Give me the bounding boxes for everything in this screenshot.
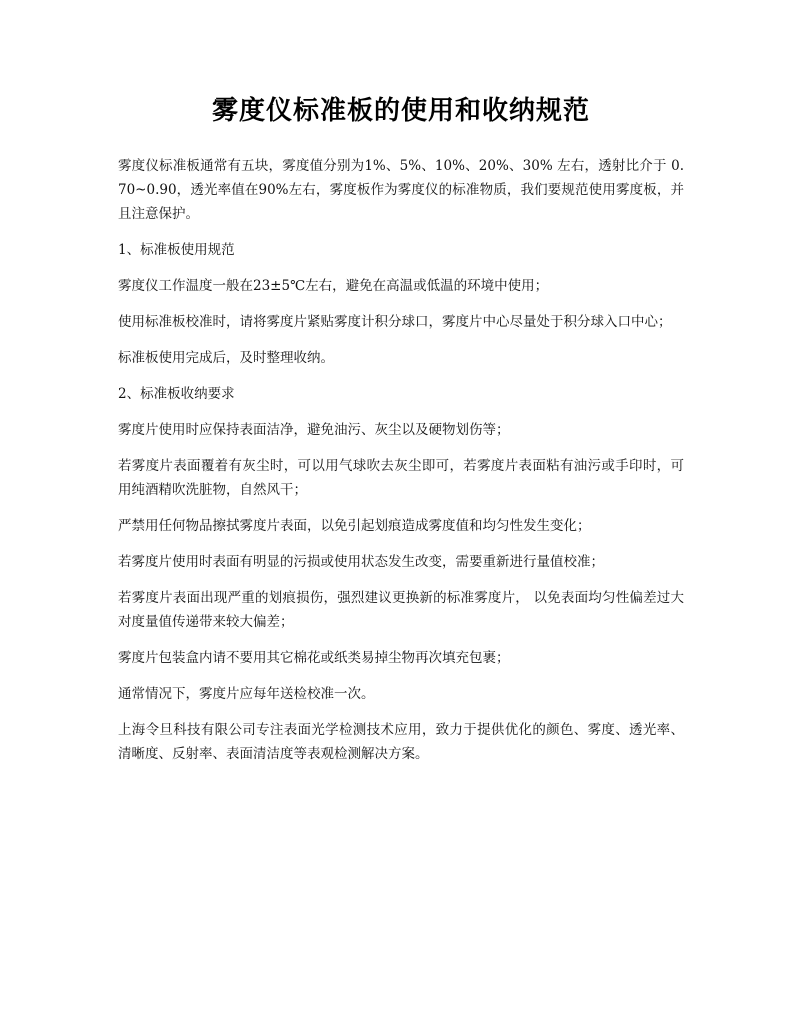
paragraph-replacement: 若雾度片表面出现严重的划痕损伤，强烈建议更换新的标准雾度片， 以免表面均匀性偏差过大对度量值传递带来较大偏差； — [118, 590, 684, 630]
paragraph-no-wiping: 严禁用任何物品擦拭雾度片表面，以免引起划痕造成雾度值和均匀性发生变化； — [118, 518, 591, 534]
document-body — [118, 92, 684, 778]
paragraph-dust-removal: 若雾度片表面覆着有灰尘时，可以用气球吹去灰尘即可，若雾度片表面粘有油污或手印时，可用纯酒精吹洗脏物，自然风干； — [118, 458, 684, 498]
paragraph-company: 上海令旦科技有限公司专注表面光学检测技术应用，致力于提供优化的颜色、雾度、透光率、清晰度、反射率、表面清洁度等表观检测解决方案。 — [118, 722, 684, 762]
section-heading-usage: 1、标准板使用规范 — [118, 242, 235, 258]
document-title: 雾度仪标准板的使用和收纳规范 — [211, 96, 590, 126]
paragraph-calibration: 使用标准板校准时，请将雾度片紧贴雾度计积分球口，雾度片中心尽量处于积分球入口中心； — [118, 314, 672, 330]
paragraph-temperature: 雾度仪工作温度一般在23±5℃左右，避免在高温或低温的环境中使用； — [118, 278, 549, 294]
paragraph-recalibration: 若雾度片使用时表面有明显的污损或使用状态发生改变，需要重新进行量值校准； — [118, 554, 604, 570]
paragraph-clean-surface: 雾度片使用时应保持表面洁净，避免油污、灰尘以及硬物划伤等； — [118, 422, 510, 438]
paragraph-after-use: 标准板使用完成后，及时整理收纳。 — [118, 350, 334, 366]
paragraph-packaging: 雾度片包装盒内请不要用其它棉花或纸类易掉尘物再次填充包裹； — [118, 650, 510, 666]
section-heading-storage: 2、标准板收纳要求 — [118, 386, 235, 402]
intro-paragraph: 雾度仪标准板通常有五块，雾度值分别为1%、5%、10%、20%、30% 左右，透射比介于 0.70~0.90，透光率值在90%左右，雾度板作为雾度仪的标准物质，我们要规范使用雾度板，并且注意保护。 — [118, 158, 684, 222]
paragraph-annual-check: 通常情况下，雾度片应每年送检校准一次。 — [118, 686, 375, 702]
